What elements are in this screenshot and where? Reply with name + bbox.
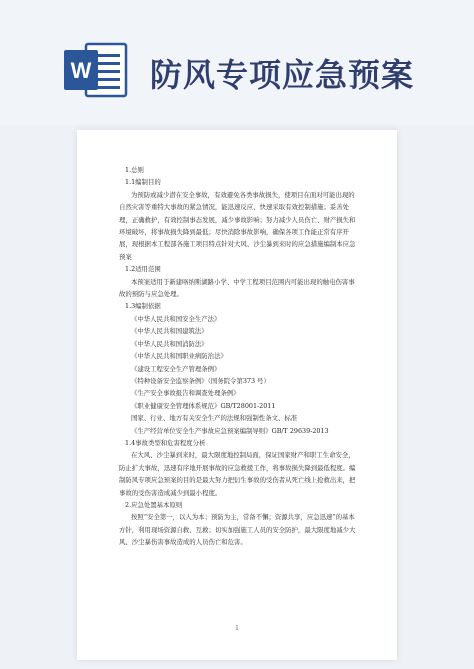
reference-item: 《中华人民共和国安全生产法》 <box>131 314 221 323</box>
header-banner <box>0 0 474 125</box>
word-document-icon <box>62 40 132 100</box>
section-heading: 1.总则 <box>125 166 144 174</box>
reference-item: 国家、行业、地方有关安全生产的法规和强制性条文、标准 <box>131 414 298 423</box>
section-heading: 1.2适用范围 <box>125 265 161 274</box>
reference-item: 《建设工程安全生产管理条例》 <box>131 364 221 373</box>
reference-item: 《生产安全事故报告和调查处理条例》 <box>131 389 240 398</box>
reference-item: 《中华人民共和国职业病防治法》 <box>131 352 227 361</box>
section-heading: 1.3编制依据 <box>125 302 161 311</box>
document-title: 防风专项应急预案 <box>150 56 415 94</box>
paragraph: 本预案适用于新建咯纳斯湖路小学、中学工程项目范围内可能出现的触电伤害事故的预防与应急处理。 <box>119 277 355 299</box>
reference-item: 《特种设备安全监察条例》（国务院令第373 号） <box>131 376 270 385</box>
section-heading: 2.应急处置基本原则 <box>125 500 183 509</box>
document-page <box>77 130 397 660</box>
paragraph: 为预防或减少潜在安全事故，有效避免各类事故损失，使项目在面对可能出现的自然灾害等重特大事故的紧急情况，能迅速反应、快速采取有效控制措施；妥善处理，正确救护，有效控制事态发展，减少事故影响；努力减少人员伤亡、财产损失和环境破坏，将事故损失降到最低；尽快消除事故影响，确保各项工作能正常有序开展，现根据本工程部各施工项目特点针对大风、沙尘暴到来时的应急措施编制本应急预案 <box>119 190 356 261</box>
reference-item: 《职业健康安全管理体系规范》GB/T28001-2011 <box>131 401 276 410</box>
page-number: 1 <box>235 625 239 632</box>
reference-item: 《生产经营单位安全生产事故应急预案编制导则》GB/T 29639-2013 <box>131 426 329 435</box>
paragraph: 按照“安全第一，以人为本；预防为主，常备不懈；资源共享，应急迅速”的基本方针，利用现场资源自救、互救；切实加强施工人员的安全防护，最大限度地减少大风、沙尘暴伤害事故造成的人员伤亡和危害。 <box>119 513 356 547</box>
document-body <box>119 164 361 549</box>
reference-item: 《中华人民共和国建筑法》 <box>131 327 208 336</box>
reference-item: 《中华人民共和国消防法》 <box>131 339 208 348</box>
word-logo-letter: W <box>70 58 92 83</box>
paragraph: 在大风、沙尘暴到来时，最大限度地控制局面，保证国家财产和职工生命安全，防止扩大事故，迅速有序地开展事故的应急救援工作，将事故损失降到最低程度。编制防风专项应急预案的目的是最大努力把衍生事故的受伤者从死亡线上抢救出来，把事故的受伤害造成减少到最小程度。 <box>119 451 356 497</box>
section-heading: 1.1编制目的 <box>125 178 161 187</box>
section-heading: 1.4事故类型和危害程度分析 <box>125 438 206 447</box>
